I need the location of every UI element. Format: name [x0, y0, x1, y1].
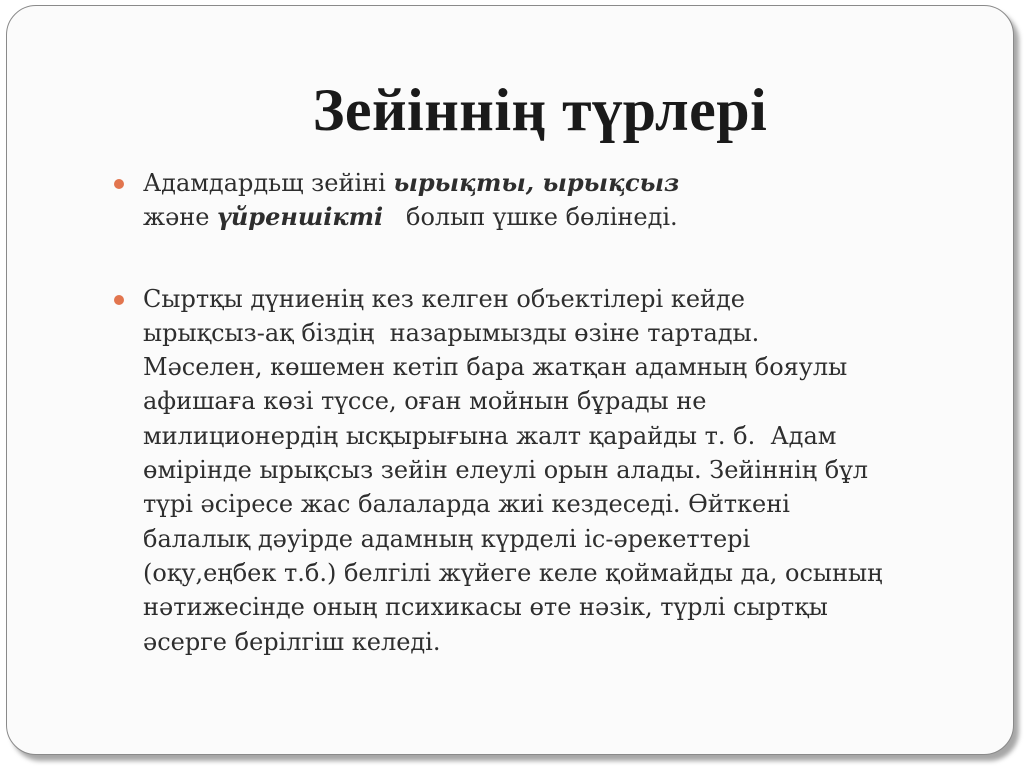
bullet-line: Мәселен, көшемен кетіп бара жатқан адамның бояулы [143, 353, 848, 382]
text-plain: Адамдардьщ зейіні [143, 169, 394, 197]
bullet-line: ырықсыз-ақ біздің назарымызды өзіне тартады. [143, 318, 760, 347]
bullet-line: балалық дәуірде адамның күрделі іс-әрекеттері [143, 524, 751, 553]
bullet-line: Сыртқы дүниенің кез келген объектілері кейде [143, 284, 745, 313]
bullet-dot-icon [114, 295, 124, 305]
slide-title: Зейіннің түрлері [312, 77, 768, 143]
bullet-line: милиционердің ысқырығына жалт қарайды т. б. Адам [143, 421, 837, 450]
bullet-line: афишаға көзі түссе, оған мойнын бұрады не [143, 387, 707, 416]
bullet-line: (оқу,еңбек т.б.) белгілі жүйеге келе қоймайды да, осының [143, 558, 883, 587]
bullet-line [143, 166, 983, 200]
text-plain: және [143, 203, 218, 232]
bullet-item-involuntary-attention [113, 282, 983, 659]
text-plain: болып үшке бөлінеді. [383, 203, 678, 232]
bullet-line: әсерге берілгіш келеді. [143, 627, 441, 656]
text-emphasis: үйреншікті [217, 202, 384, 232]
bullet-line: нәтижесінде оның психикасы өте нәзік, түрлі сыртқы [143, 593, 828, 622]
text-emphasis: ырықты, ырықсыз [393, 168, 680, 197]
bullet-list [113, 166, 983, 659]
bullet-dot-icon [114, 179, 124, 189]
bullet-line: түрі әсіресе жас балаларда жиі кездеседі. Өйткені [143, 490, 790, 519]
bullet-line [143, 200, 983, 234]
bullet-item-attention-types [113, 166, 983, 235]
bullet-line: өмірінде ырықсыз зейін елеулі орын алады. Зейіннің бұл [143, 456, 869, 485]
